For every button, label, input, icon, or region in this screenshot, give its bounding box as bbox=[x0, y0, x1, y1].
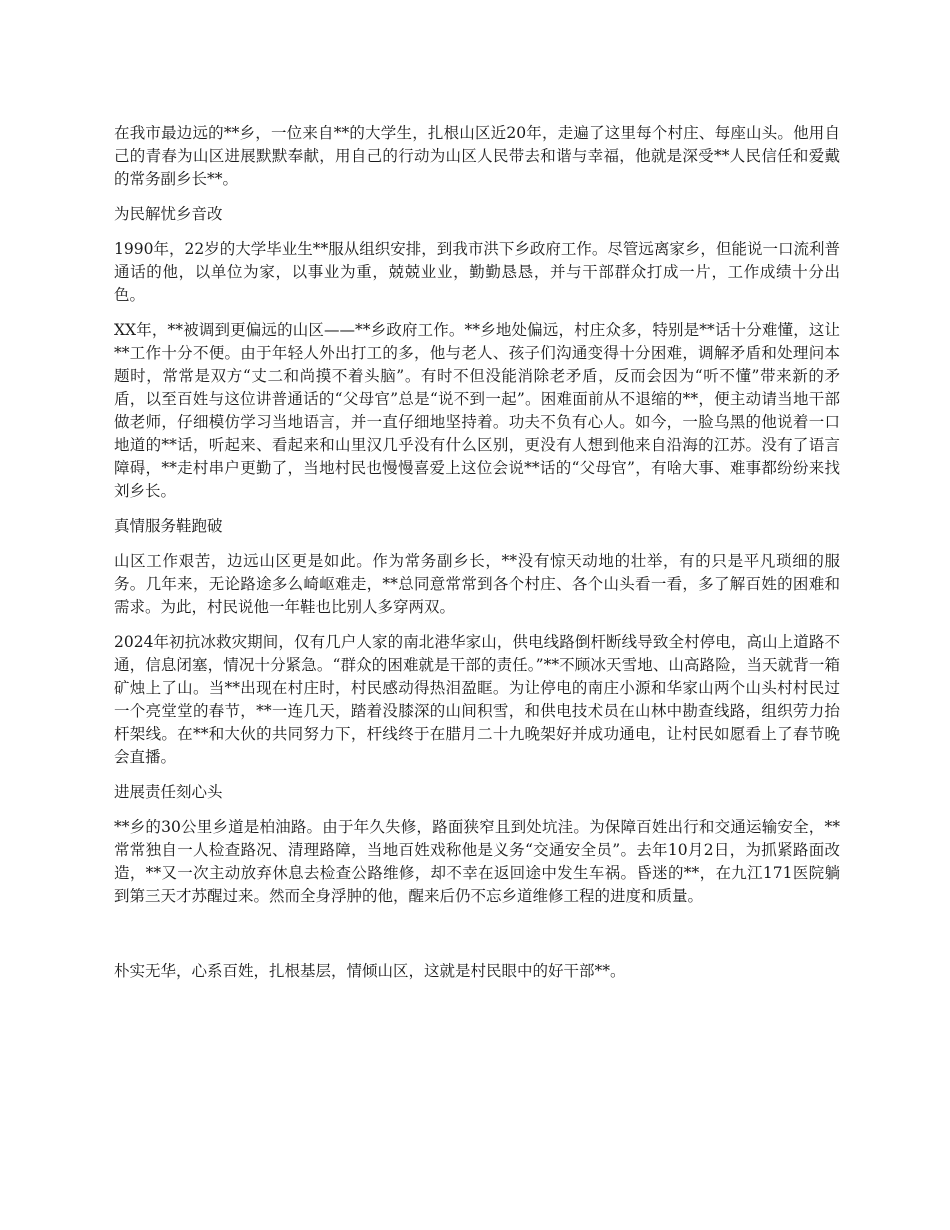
closing-paragraph: 朴实无华，心系百姓，扎根基层，情倾山区，这就是村民眼中的好干部**。 bbox=[114, 962, 626, 980]
paragraph-1: 1990年，22岁的大学毕业生**服从组织安排，到我市洪下乡政府工作。尽管远离家乡，但能说一口流利普通话的他，以单位为家，以事业为重，兢兢业业，勤勤恳恳，并与干部群众打成一片，工作成绩十分出色。 bbox=[114, 240, 840, 304]
intro-paragraph: 在我市最边远的**乡，一位来自**的大学生，扎根山区近20年，走遍了这里每个村庄、每座山头。他用自己的青春为山区进展默默奉献，用自己的行动为山区人民带去和谐与幸福，他就是深受**人民信任和爱戴的常务副乡长**。 bbox=[114, 124, 840, 188]
section-heading-2: 真情服务鞋跑破 bbox=[114, 517, 223, 535]
paragraph-2: XX年，**被调到更偏远的山区——**乡政府工作。**乡地处偏远，村庄众多，特别是**话十分难懂，这让**工作十分不便。由于年轻人外出打工的多，他与老人、孩子们沟通变得十分困难，调解矛盾和处理问本题时，常常是双方“丈二和尚摸不着头脑”。有时不但没能消除老矛盾，反而会因为“听不懂”带来新的矛盾，以至百姓与这位讲普通话的“父母官”总是“说不到一起”。困难面前从不退缩的**，便主动请当地干部做老师，仔细模仿学习当地语言，并一直仔细地坚持着。功夫不负有心人。如今，一脸乌黑的他说着一口地道的**话，听起来、看起来和山里汉几乎没有什么区别，更没有人想到他来自沿海的江苏。没有了语言障碍，**走村串户更勤了，当地村民也慢慢喜爱上这位会说**话的“父母官”，有啥大事、难事都纷纷来找刘乡长。 bbox=[114, 321, 840, 500]
paragraph-5: **乡的30公里乡道是柏油路。由于年久失修，路面狭窄且到处坑洼。为保障百姓出行和交通运输安全，**常常独自一人检查路况、清理路障，当地百姓戏称他是义务“交通安全员”。去年10月2日，为抓紧路面改造，**又一次主动放弃休息去检查公路维修，却不幸在返回途中发生车祸。昏迷的**，在九江171医院躺到第三天才苏醒过来。然而全身浮肿的他，醒来后仍不忘乡道维修工程的进度和质量。 bbox=[114, 818, 840, 905]
paragraph-4: 2024年初抗冰救灾期间，仅有几户人家的南北港华家山，供电线路倒杆断线导致全村停电，高山上道路不通，信息闭塞，情况十分紧急。“群众的困难就是干部的责任。”**不顾冰天雪地、山高路险，当天就背一箱矿烛上了山。当**出现在村庄时，村民感动得热泪盈眶。为让停电的南庄小源和华家山两个山头村村民过一个亮堂堂的春节，**一连几天，踏着没膝深的山间积雪，和供电技术员在山林中勘查线路，组织劳力抬杆架线。在**和大伙的共同努力下，杆线终于在腊月二十九晚架好并成功通电，让村民如愿看上了春节晚会直播。 bbox=[114, 633, 840, 766]
section-heading-3: 进展责任刻心头 bbox=[114, 783, 223, 801]
section-heading-1: 为民解忧乡音改 bbox=[114, 205, 223, 223]
paragraph-3: 山区工作艰苦，边远山区更是如此。作为常务副乡长，**没有惊天动地的壮举，有的只是平凡琐细的服务。几年来，无论路途多么崎岖难走，**总同意常常到各个村庄、各个山头看一看，多了解百姓的困难和需求。为此，村民说他一年鞋也比别人多穿两双。 bbox=[114, 552, 840, 616]
document-body bbox=[114, 122, 840, 995]
spacer bbox=[114, 920, 840, 960]
